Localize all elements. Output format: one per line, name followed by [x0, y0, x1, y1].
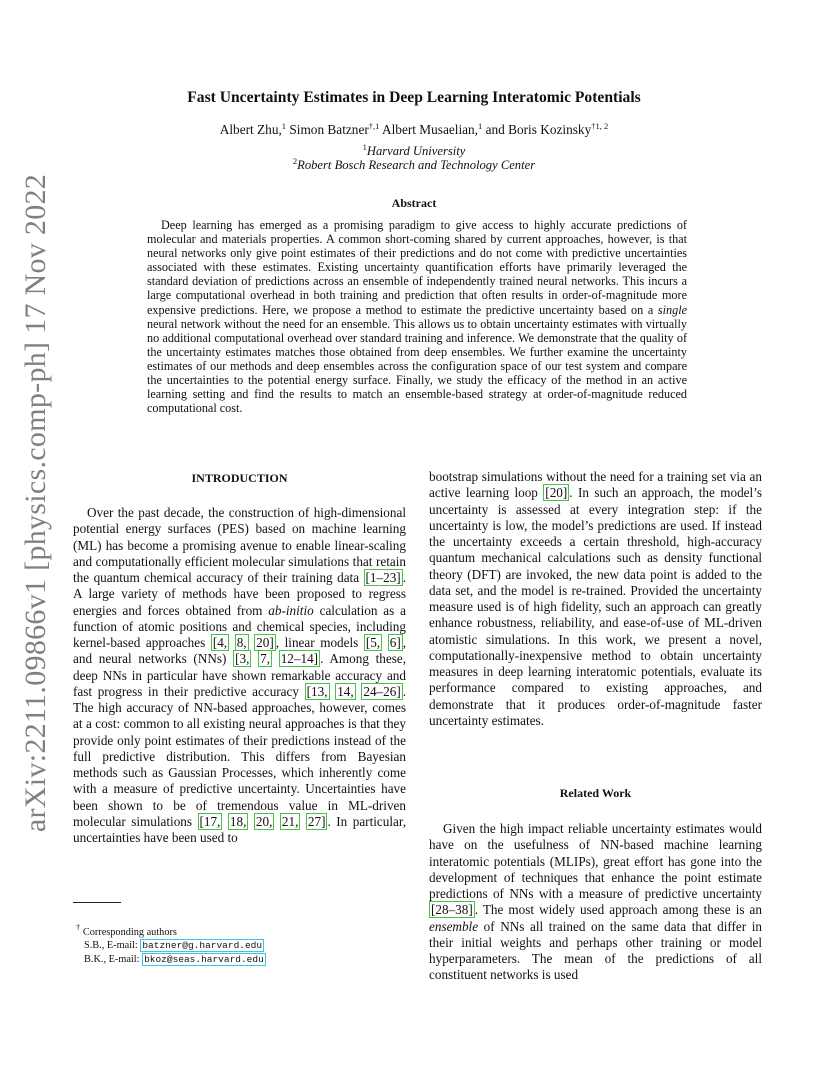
- citation-link[interactable]: 14,: [337, 683, 354, 699]
- citation-link[interactable]: [17,: [199, 813, 221, 829]
- related-work-paragraph: [429, 821, 762, 984]
- citation-link[interactable]: 8,: [236, 635, 247, 650]
- body-text: Over the past decade, the construction of high-dimensional potential energy surfaces (PES) based on machine learning (ML) has become a promising avenue to enable linear-scaling and computationally efficient molecular simulations that retain the quantum chemical accuracy of their training data: [73, 505, 406, 585]
- author-affiliation-mark: †,1: [368, 121, 380, 131]
- body-text: , and neural networks (NNs): [73, 635, 407, 667]
- emphasized-word: ensemble: [429, 918, 479, 934]
- related-work-heading: Related Work: [559, 786, 632, 800]
- introduction-heading: INTRODUCTION: [191, 471, 288, 485]
- author-affiliation-mark: 1: [281, 121, 287, 131]
- citation-link[interactable]: [5,: [365, 635, 381, 650]
- email-link[interactable]: batzner@g.harvard.edu: [142, 940, 263, 952]
- abstract-body: [147, 218, 687, 415]
- body-text: . In such an approach, the model’s uncertainty is assessed at every integration step: if the uncertainty is low, the model’s predictions are used. If instead the uncertainty exceeds a certain threshold, high-accuracy quantum mechanical calculations such as density functional theory (DFT) are invoked, the new data point is added to the data set, and the model is re-trained. Provided the uncertainty measure used is of high fidelity, such an approach can greatly enhance robustness, reliability, and ease-of-use of ML-driven atomistic simulations. In this work, we present a novel, computationally-inexpensive method to obtain uncertainty measures in deep learning interatomic potentials, evaluate its performance compared to existing approaches, and demonstrate that it produces order-of-magnitude faster uncertainty estimates.: [429, 485, 762, 728]
- citation-link[interactable]: [20]: [545, 485, 568, 501]
- citation-link[interactable]: [13,: [306, 683, 328, 699]
- body-text: . A large variety of methods have been proposed to regress energies and forces obtained from: [73, 570, 406, 618]
- body-text: of NNs all trained on the same data that differ in their initial weights and perhaps other training or model hyperparameters. The mean of the predictions of all constituent networks is used: [429, 918, 762, 983]
- body-text: bootstrap simulations without the need for a training set via an active learning loop: [429, 469, 762, 501]
- body-text: calculation as a function of atomic positions and chemical species, including kernel-based approaches: [73, 602, 406, 650]
- body-text: . Among these, deep NNs in particular have shown remarkable accuracy and fast progress in their predictive accuracy: [73, 651, 407, 699]
- affiliation-line: [0, 158, 828, 173]
- affiliation-line: [0, 144, 828, 159]
- citation-link[interactable]: 20]: [256, 635, 274, 650]
- introduction-continued-paragraph: [429, 469, 762, 729]
- author-name: Albert Zhu,: [219, 122, 282, 137]
- body-text: . In particular, uncertainties have been used to: [73, 813, 407, 845]
- footnote-text: S.B., E-mail:: [84, 940, 138, 952]
- affiliation-number: 1: [362, 142, 367, 152]
- citation-link[interactable]: 18,: [229, 813, 247, 829]
- footnote-line: [76, 953, 266, 966]
- footnote-text: Corresponding authors: [82, 927, 177, 938]
- citation-link[interactable]: 20,: [255, 813, 273, 829]
- footnote-line: [76, 922, 266, 939]
- author-name: Simon Batzner: [289, 122, 369, 137]
- citation-link[interactable]: 21,: [281, 813, 299, 829]
- emphasized-word: single: [657, 302, 687, 317]
- body-text: . The most widely used approach among these is an: [474, 902, 762, 918]
- abstract-heading: Abstract: [391, 196, 437, 210]
- body-text: . The high accuracy of NN-based approaches, however, comes at a cost: common to all existing neural approaches is that they provide only point estimates of their predictions instead of the full predictive distribution. This differs from Bayesian methods such as Gaussian Processes, which inherently come with a measure of predictive uncertainty. Uncertainties have been shown to be of tremendous value in ML-driven molecular simulations: [73, 683, 407, 829]
- citation-link[interactable]: 24–26]: [363, 683, 401, 699]
- footnote-divider: [73, 902, 121, 903]
- footnotes: [76, 922, 266, 966]
- affiliation-number: 2: [292, 156, 298, 166]
- email-link[interactable]: bkoz@seas.harvard.edu: [144, 953, 264, 965]
- footnote-line: [76, 939, 266, 952]
- arxiv-identifier-stamp: [14, 173, 58, 833]
- body-text: Given the high impact reliable uncertainty estimates would have on the usefulness of NN-based machine learning interatomic potentials (MLIPs), great effort has gone into the development of techniques that enhance the point estimate predictions of NNs with a measure of predictive uncertainty: [429, 821, 762, 901]
- affiliation-name: Robert Bosch Research and Technology Center: [297, 158, 536, 172]
- citation-link[interactable]: 6]: [389, 635, 401, 650]
- citation-link[interactable]: 7,: [260, 651, 270, 667]
- citation-link[interactable]: 27]: [307, 813, 326, 829]
- citation-link[interactable]: [1–23]: [365, 570, 401, 585]
- paper-title: Fast Uncertainty Estimates in Deep Learning Interatomic Potentials: [187, 89, 641, 106]
- citation-link[interactable]: [28–38]: [431, 902, 473, 918]
- citation-link[interactable]: [4,: [212, 635, 228, 650]
- abstract-text: neural network without the need for an ensemble. This allows us to obtain uncertainty estimates with virtually no additional computational overhead over standard training and inference. We demonstrate that the quality of the uncertainty estimates matches those obtained from deep ensembles. We further examine the uncertainty estimates of our methods and deep ensembles across the configuration space of our test system and compare the uncertainties to the potential energy surface. Finally, we study the efficacy of the method in an active learning setting and find the results to match an ensemble-based strategy at order-of-magnitude reduced computational cost.: [147, 316, 687, 416]
- author-name: Albert Musaelian,: [382, 122, 479, 137]
- citation-link[interactable]: [3,: [235, 651, 250, 667]
- footnote-mark: †: [76, 922, 81, 932]
- author-affiliation-mark: 1: [478, 121, 483, 131]
- arxiv-identifier-text: arXiv:2211.09866v1 [physics.comp-ph] 17 Nov 2022: [19, 173, 52, 833]
- footnote-text: B.K., E-mail:: [84, 953, 140, 965]
- body-text: , linear models: [275, 635, 364, 650]
- emphasized-word: ab-initio: [268, 602, 314, 618]
- introduction-paragraph: [73, 505, 406, 846]
- author-name: and Boris Kozinsky: [485, 122, 592, 137]
- author-list: [0, 122, 828, 138]
- affiliation-name: Harvard University: [366, 144, 466, 158]
- abstract-text: Deep learning has emerged as a promising paradigm to give access to highly accurate predictions of molecular and materials properties. A common short-coming shared by current approaches, however, is that neural networks only give point estimates of their predictions and do not come with predictive uncertainties associated with these estimates. Existing uncertainty quantification efforts have primarily leveraged the standard deviation of predictions across an ensemble of independently trained neural networks. This incurs a large computational overhead in both training and prediction that often results in order-of-magnitude more expensive predictions. Here, we propose a method to estimate the predictive uncertainty based on a: [147, 218, 687, 317]
- citation-link[interactable]: 12–14]: [280, 651, 319, 667]
- author-affiliation-mark: †1, 2: [591, 121, 609, 131]
